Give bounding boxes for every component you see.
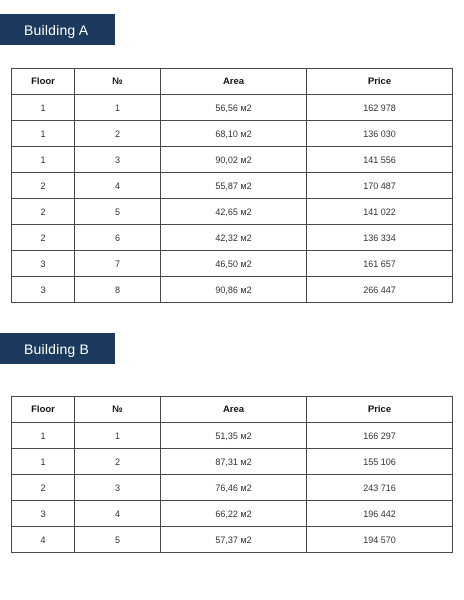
cell-number: 4 — [75, 173, 161, 199]
building-a-table — [11, 68, 453, 303]
column-header-area: Area — [161, 69, 307, 95]
cell-floor: 4 — [12, 527, 75, 553]
table-row — [12, 173, 453, 199]
cell-price: 170 487 — [307, 173, 453, 199]
column-header-area: Area — [161, 397, 307, 423]
cell-floor: 1 — [12, 147, 75, 173]
cell-area: 87,31 м2 — [161, 449, 307, 475]
cell-area: 55,87 м2 — [161, 173, 307, 199]
cell-floor: 3 — [12, 501, 75, 527]
cell-price: 162 978 — [307, 95, 453, 121]
cell-price: 266 447 — [307, 277, 453, 303]
cell-floor: 2 — [12, 225, 75, 251]
table-row — [12, 199, 453, 225]
cell-area: 90,86 м2 — [161, 277, 307, 303]
cell-floor: 1 — [12, 423, 75, 449]
cell-floor: 2 — [12, 173, 75, 199]
table-row — [12, 147, 453, 173]
cell-number: 6 — [75, 225, 161, 251]
cell-area: 42,32 м2 — [161, 225, 307, 251]
table-row — [12, 225, 453, 251]
cell-price: 136 030 — [307, 121, 453, 147]
table-row — [12, 501, 453, 527]
cell-area: 57,37 м2 — [161, 527, 307, 553]
column-header-number: № — [75, 69, 161, 95]
building-b-title: Building B — [0, 333, 115, 364]
table-header-row — [12, 397, 453, 423]
column-header-floor: Floor — [12, 397, 75, 423]
table-row — [12, 527, 453, 553]
cell-floor: 1 — [12, 449, 75, 475]
cell-price: 196 442 — [307, 501, 453, 527]
cell-floor: 3 — [12, 251, 75, 277]
cell-price: 141 556 — [307, 147, 453, 173]
cell-floor: 1 — [12, 121, 75, 147]
table-header-row — [12, 69, 453, 95]
cell-area: 51,35 м2 — [161, 423, 307, 449]
table-row — [12, 251, 453, 277]
cell-area: 46,50 м2 — [161, 251, 307, 277]
table-row — [12, 449, 453, 475]
cell-number: 3 — [75, 147, 161, 173]
cell-floor: 2 — [12, 475, 75, 501]
building-a-section — [0, 14, 464, 295]
cell-number: 5 — [75, 527, 161, 553]
cell-price: 161 657 — [307, 251, 453, 277]
building-a-title: Building A — [0, 14, 115, 45]
table-row — [12, 121, 453, 147]
cell-price: 136 334 — [307, 225, 453, 251]
cell-price: 141 022 — [307, 199, 453, 225]
cell-number: 3 — [75, 475, 161, 501]
building-b-section — [0, 333, 464, 545]
column-header-price: Price — [307, 69, 453, 95]
cell-number: 1 — [75, 95, 161, 121]
cell-area: 76,46 м2 — [161, 475, 307, 501]
cell-number: 7 — [75, 251, 161, 277]
table-row — [12, 475, 453, 501]
cell-area: 68,10 м2 — [161, 121, 307, 147]
cell-area: 90,02 м2 — [161, 147, 307, 173]
cell-area: 56,56 м2 — [161, 95, 307, 121]
cell-floor: 1 — [12, 95, 75, 121]
table-row — [12, 277, 453, 303]
cell-number: 5 — [75, 199, 161, 225]
cell-area: 66,22 м2 — [161, 501, 307, 527]
column-header-price: Price — [307, 397, 453, 423]
cell-number: 4 — [75, 501, 161, 527]
cell-area: 42,65 м2 — [161, 199, 307, 225]
column-header-number: № — [75, 397, 161, 423]
cell-number: 2 — [75, 121, 161, 147]
cell-price: 194 570 — [307, 527, 453, 553]
cell-price: 166 297 — [307, 423, 453, 449]
table-row — [12, 95, 453, 121]
building-b-table — [11, 396, 453, 553]
cell-number: 8 — [75, 277, 161, 303]
cell-number: 1 — [75, 423, 161, 449]
cell-floor: 2 — [12, 199, 75, 225]
table-row — [12, 423, 453, 449]
cell-price: 155 106 — [307, 449, 453, 475]
cell-price: 243 716 — [307, 475, 453, 501]
cell-floor: 3 — [12, 277, 75, 303]
column-header-floor: Floor — [12, 69, 75, 95]
cell-number: 2 — [75, 449, 161, 475]
